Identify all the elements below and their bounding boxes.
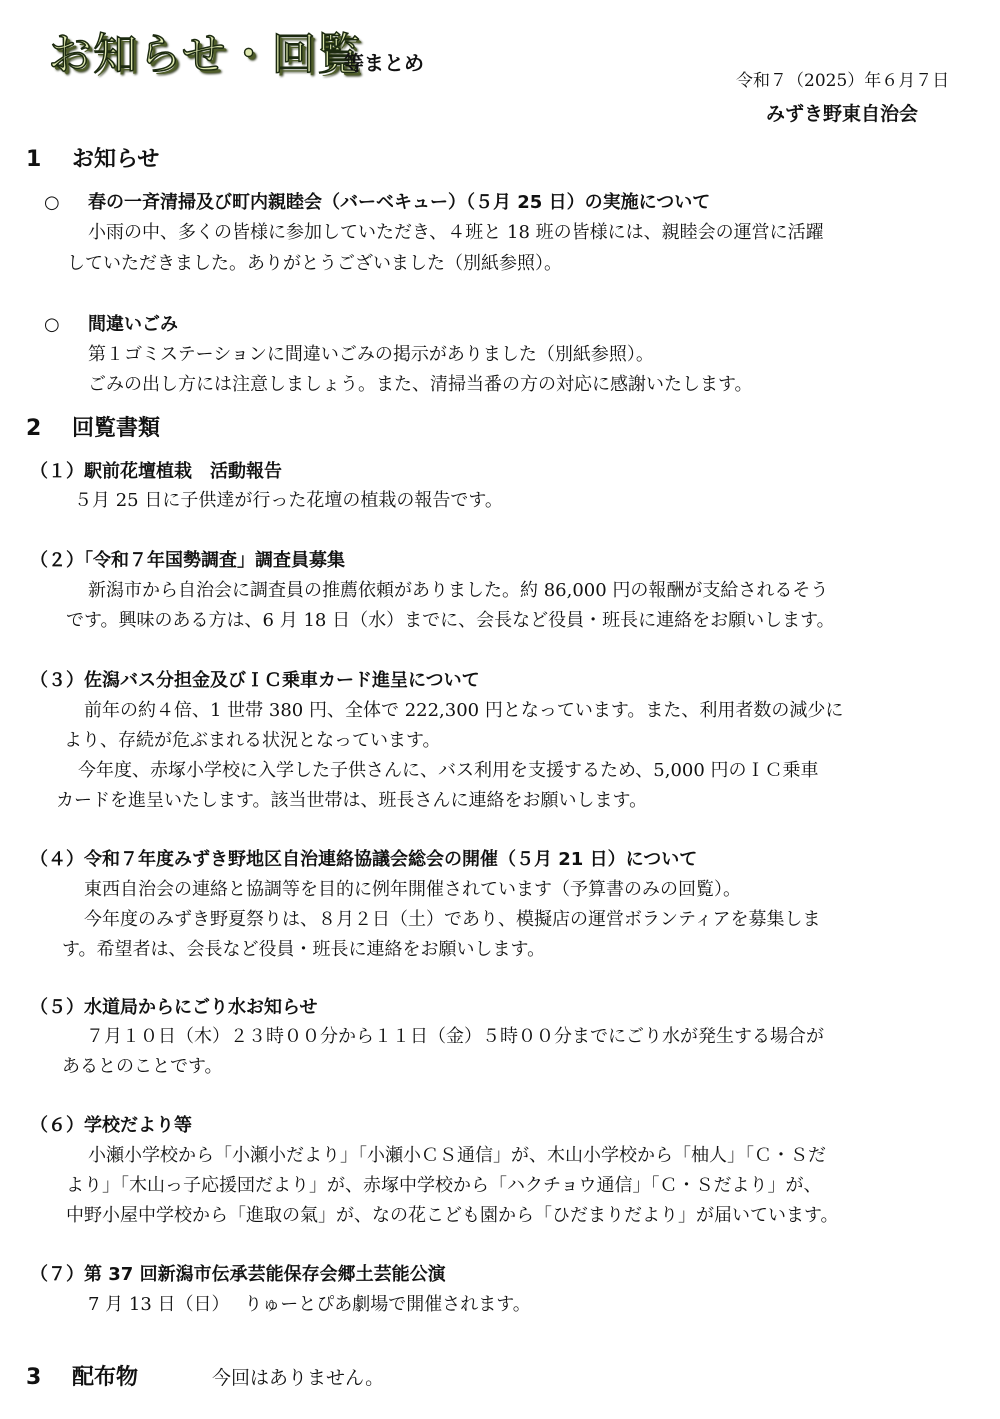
notice-1-heading [44, 188, 710, 214]
circular-2-line-2: です。興味のある方は、6 月 18 日（水）までに、会長など役員・班長に連絡をお願いします。 [66, 610, 835, 631]
notice-title: 間違いごみ [88, 314, 178, 335]
circular-3-line-1: 前年の約４倍、1 世帯 380 円、全体で 222,300 円となっています。また、利用者数の減少に [84, 700, 844, 721]
section-title: 配布物 [72, 1365, 139, 1390]
circular-5-line-1: ７月１０日（木）２３時００分から１１日（金）５時００分までにごり水が発生する場合が [86, 1026, 824, 1047]
circular-5-line-2: あるとのことです。 [62, 1056, 223, 1077]
section-3-heading [26, 1360, 384, 1391]
circular-1-line-1: ５月 25 日に子供達が行った花壇の植栽の報告です。 [74, 490, 503, 511]
circular-5-heading: （５）水道局からにごり水お知らせ [30, 997, 318, 1018]
section-1-heading [26, 142, 159, 173]
circular-6-line-3: 中野小屋中学校から「進取の氣」が、なの花こども園から「ひだまりだより」が届いています。 [66, 1205, 839, 1226]
notice-2-line-2: ごみの出し方には注意しましょう。また、清掃当番の方の対応に感謝いたします。 [88, 374, 753, 395]
circular-1-heading: （１）駅前花壇植栽 活動報告 [30, 461, 282, 482]
circular-6-line-1: 小瀬小学校から「小瀬小だより」「小瀬小ＣＳ通信」が、木山小学校から「柚人」「Ｃ・Ｓだ [88, 1145, 826, 1166]
circular-2-heading: （２）「令和７年国勢調査」調査員募集 [30, 550, 345, 571]
organization-name: みずき野東自治会 [766, 103, 919, 125]
circular-4-line-1: 東西自治会の連絡と協調等を目的に例年開催されています（予算書のみの回覧）。 [84, 879, 741, 900]
notice-1-line-1: 小雨の中、多くの皆様に参加していただき、４班と 18 班の皆様には、親睦会の運営に活躍 [88, 222, 824, 243]
section-number: 1 [26, 147, 42, 172]
notice-title: 春の一斉清掃及び町内親睦会（バーベキュー）（５月 25 日）の実施について [88, 192, 711, 213]
circular-7-heading: （７）第 37 回新潟市伝承芸能保存会郷土芸能公演 [30, 1264, 446, 1285]
circular-6-line-2: より」「木山っ子応援団だより」が、赤塚中学校から「ハクチョウ通信」「Ｃ・Ｓだより」が、 [66, 1175, 822, 1196]
circular-3-line-2: より、存続が危ぶまれる状況となっています。 [64, 730, 441, 751]
circle-bullet-icon: ○ [44, 314, 60, 335]
circular-6-heading: （６）学校だより等 [30, 1115, 192, 1136]
notice-2-line-1: 第１ゴミステーションに間違いごみの掲示がありました（別紙参照）。 [88, 344, 654, 365]
document-subtitle: 等まとめ [344, 51, 424, 75]
section-title: 回覧書類 [72, 416, 161, 441]
issue-date: 令和７（2025）年６月７日 [736, 71, 950, 91]
circular-3-heading: （３）佐潟バス分担金及びＩＣ乗車カード進呈について [30, 670, 480, 691]
circular-3-line-3: 今年度、赤塚小学校に入学した子供さんに、バス利用を支援するため、5,000 円のＩＣ乗車 [78, 760, 819, 781]
notice-2-heading [44, 310, 178, 336]
circle-bullet-icon: ○ [44, 192, 60, 213]
circular-7-line-1: 7 月 13 日（日） りゅーとぴあ劇場で開催されます。 [88, 1294, 531, 1315]
circular-4-heading: （４）令和７年度みずき野地区自治連絡協議会総会の開催（５月 21 日）について [30, 849, 698, 870]
section-2-heading [26, 411, 160, 442]
section-number: 3 [26, 1365, 42, 1390]
circular-2-line-1: 新潟市から自治会に調査員の推薦依頼がありました。約 86,000 円の報酬が支給されるそう [88, 580, 829, 601]
distribution-note: 今回はありません。 [212, 1367, 385, 1389]
circular-4-line-2: 今年度のみずき野夏祭りは、８月２日（土）であり、模擬店の運営ボランティアを募集しま [84, 909, 821, 930]
circular-3-line-4: カードを進呈いたします。該当世帯は、班長さんに連絡をお願いします。 [56, 790, 648, 811]
section-number: 2 [26, 416, 42, 441]
circular-4-line-3: す。希望者は、会長など役員・班長に連絡をお願いします。 [62, 939, 546, 960]
document-title: お知らせ・回覧 [48, 29, 362, 80]
notice-1-line-2: していただきました。ありがとうございました（別紙参照）。 [67, 253, 562, 274]
section-title: お知らせ [72, 147, 160, 172]
